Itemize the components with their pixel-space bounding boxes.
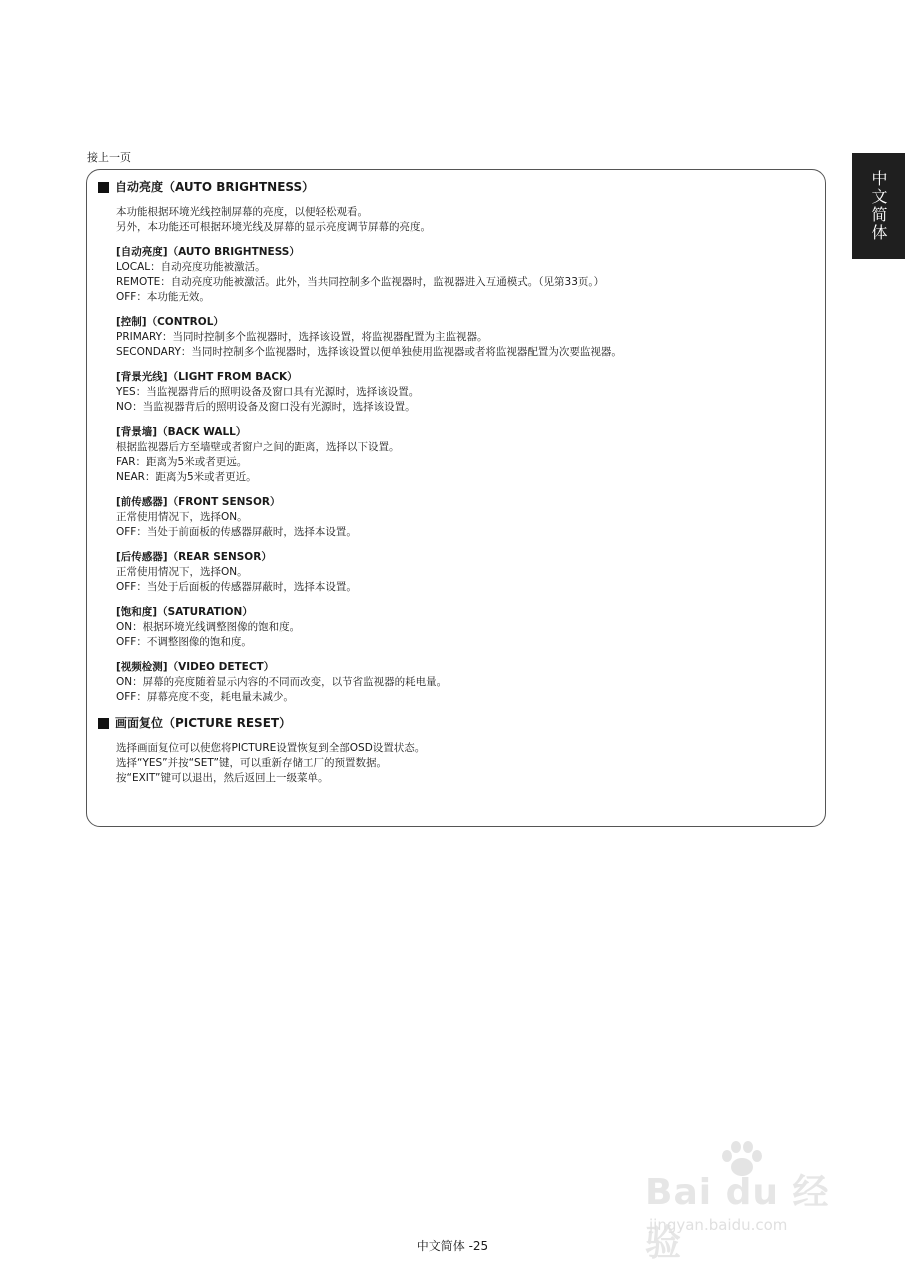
sub-line: 正常使用情况下，选择ON。: [116, 511, 248, 523]
sub-line: REMOTE：自动亮度功能被激活。此外，当共同控制多个监视器时，监视器进入互通模式。（见第33页。）: [116, 276, 605, 288]
sub-line: OFF：屏幕亮度不变，耗电量未减少。: [116, 691, 294, 703]
bullet-square-icon: [98, 718, 109, 729]
sub-title: [控制]（CONTROL）: [116, 316, 224, 328]
sub-line: OFF：不调整图像的饱和度。: [116, 636, 252, 648]
bullet-square-icon: [98, 182, 109, 193]
intro-line: 按“EXIT”键可以退出，然后返回上一级菜单。: [116, 772, 329, 784]
sub-title: [视频检测]（VIDEO DETECT）: [116, 661, 275, 673]
sub-light-from-back: [116, 370, 813, 415]
section-picture-reset: [98, 714, 813, 786]
watermark-brand: Bai du 经验: [645, 1172, 830, 1264]
intro-line: 本功能根据环境光线控制屏幕的亮度，以便轻松观看。: [116, 206, 368, 218]
sub-line: 根据监视器后方至墙壁或者窗户之间的距离，选择以下设置。: [116, 441, 400, 453]
sub-line: NO：当监视器背后的照明设备及窗口没有光源时，选择该设置。: [116, 401, 416, 413]
section-title: 画面复位（PICTURE RESET）: [115, 715, 292, 730]
sub-title: [自动亮度]（AUTO BRIGHTNESS）: [116, 246, 300, 258]
continued-note: 接上一页: [87, 151, 131, 164]
section-intro: [116, 205, 813, 235]
sub-line: PRIMARY：当同时控制多个监视器时，选择该设置，将监视器配置为主监视器。: [116, 331, 488, 343]
page-footer: 中文简体 -25: [416, 1239, 489, 1253]
watermark-url: jingyan.baidu.com: [649, 1216, 788, 1234]
sub-line: SECONDARY：当同时控制多个监视器时，选择该设置以便单独使用监视器或者将监视器配置为次要监视器。: [116, 346, 622, 358]
sub-title: [背景墙]（BACK WALL）: [116, 426, 247, 438]
sub-title: [背景光线]（LIGHT FROM BACK）: [116, 371, 298, 383]
sub-line: 正常使用情况下，选择ON。: [116, 566, 248, 578]
sub-line: OFF：当处于后面板的传感器屏蔽时，选择本设置。: [116, 581, 357, 593]
sub-line: OFF：当处于前面板的传感器屏蔽时，选择本设置。: [116, 526, 357, 538]
intro-line: 选择画面复位可以使您将PICTURE设置恢复到全部OSD设置状态。: [116, 742, 426, 754]
sub-line: YES：当监视器背后的照明设备及窗口具有光源时，选择该设置。: [116, 386, 420, 398]
sub-front-sensor: [116, 495, 813, 540]
sub-auto-brightness: [116, 245, 813, 305]
sub-title: [饱和度]（SATURATION）: [116, 606, 253, 618]
sub-saturation: [116, 605, 813, 650]
section-auto-brightness: [98, 178, 813, 705]
sub-line: FAR：距离为5米或者更远。: [116, 456, 248, 468]
intro-line: 另外，本功能还可根据环境光线及屏幕的显示亮度调节屏幕的亮度。: [116, 221, 431, 233]
sub-rear-sensor: [116, 550, 813, 595]
sub-title: [后传感器]（REAR SENSOR）: [116, 551, 272, 563]
sub-title: [前传感器]（FRONT SENSOR）: [116, 496, 281, 508]
sub-line: ON：根据环境光线调整图像的饱和度。: [116, 621, 301, 633]
sub-video-detect: [116, 660, 813, 705]
language-side-tab: [852, 153, 905, 259]
watermark: [645, 1140, 855, 1264]
section-title: 自动亮度（AUTO BRIGHTNESS）: [115, 179, 315, 194]
intro-line: 选择“YES”并按“SET”键，可以重新存储工厂的预置数据。: [116, 757, 387, 769]
sub-line: LOCAL：自动亮度功能被激活。: [116, 261, 266, 273]
sub-line: NEAR：距离为5米或者更近。: [116, 471, 257, 483]
sub-back-wall: [116, 425, 813, 485]
section-intro: [116, 741, 813, 786]
side-tab-label: 中文简体: [869, 170, 888, 242]
content-body: [98, 178, 813, 786]
sub-line: ON：屏幕的亮度随着显示内容的不同而改变，以节省监视器的耗电量。: [116, 676, 448, 688]
sub-line: OFF：本功能无效。: [116, 291, 210, 303]
sub-control: [116, 315, 813, 360]
